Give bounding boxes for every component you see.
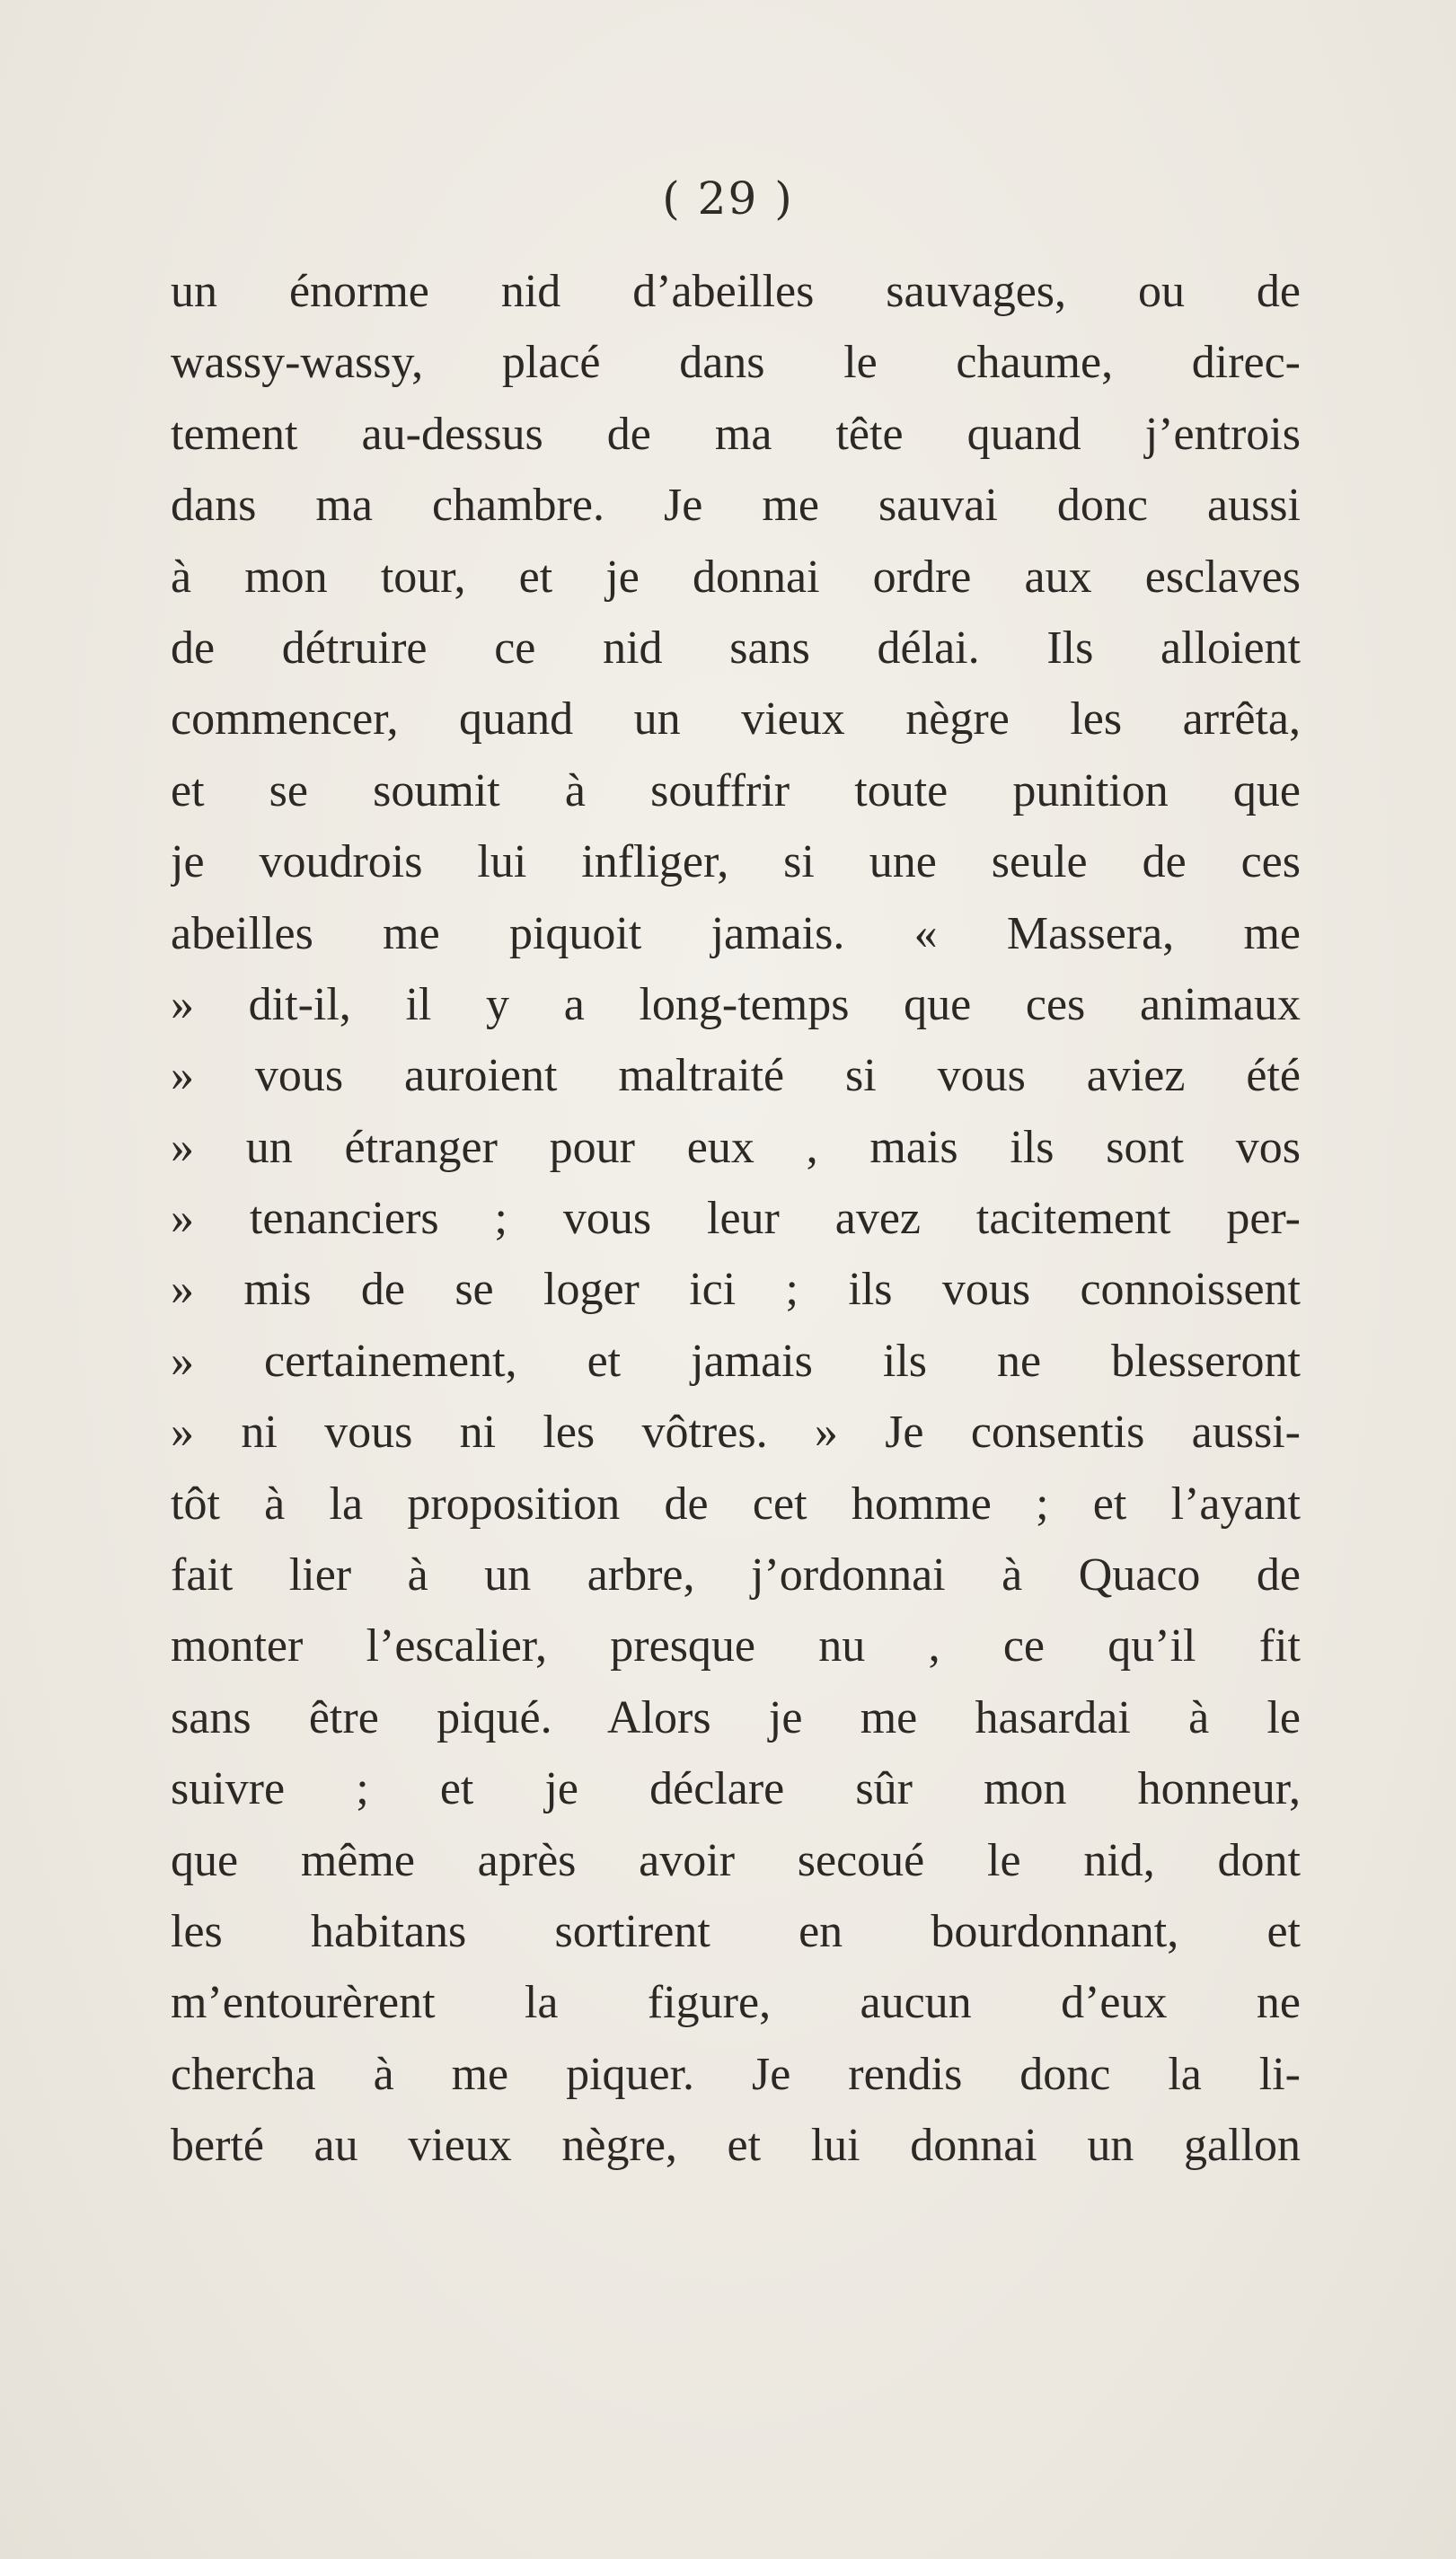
text-line: commencer, quand un vieux nègre les arrêta, xyxy=(171,693,1301,746)
text-line: suivre ; et je déclare sûr mon honneur, xyxy=(171,1763,1301,1815)
text-line: abeilles me piquoit jamais. « Massera, me xyxy=(171,907,1301,959)
text-line: sans être piqué. Alors je me hasardai à le xyxy=(171,1691,1301,1743)
text-line: un énorme nid d’abeilles sauvages, ou de xyxy=(171,266,1301,317)
text-line: berté au vieux nègre, et lui donnai un gallon xyxy=(171,2120,1301,2172)
text-line: wassy-wassy, placé dans le chaume, direc- xyxy=(171,337,1301,389)
text-line: » un étranger pour eux , mais ils sont vos xyxy=(171,1121,1301,1173)
body-text xyxy=(171,256,1301,2182)
text-line: de détruire ce nid sans délai. Ils alloient xyxy=(171,622,1301,674)
text-line: » certainement, et jamais ils ne blesseront xyxy=(171,1335,1301,1387)
text-line: » vous auroient maltraité si vous aviez été xyxy=(171,1050,1301,1102)
text-line: fait lier à un arbre, j’ordonnai à Quaco de xyxy=(171,1549,1301,1602)
text-line: » tenanciers ; vous leur avez tacitement per- xyxy=(171,1193,1301,1245)
text-line: et se soumit à souffrir toute punition que xyxy=(171,764,1301,816)
text-line: tement au-dessus de ma tête quand j’entrois xyxy=(171,408,1301,460)
text-line: que même après avoir secoué le nid, dont xyxy=(171,1834,1301,1886)
text-line: » dit-il, il y a long-temps que ces animaux xyxy=(171,978,1301,1030)
text-line: chercha à me piquer. Je rendis donc la li- xyxy=(171,2048,1301,2100)
text-line: » mis de se loger ici ; ils vous connoissent xyxy=(171,1264,1301,1316)
text-line: m’entourèrent la figure, aucun d’eux ne xyxy=(171,1977,1301,2029)
text-line: dans ma chambre. Je me sauvai donc aussi xyxy=(171,480,1301,532)
text-line: tôt à la proposition de cet homme ; et l’ayant xyxy=(171,1478,1301,1530)
text-line: monter l’escalier, presque nu , ce qu’il fit xyxy=(171,1620,1301,1672)
page-number: ( 29 ) xyxy=(662,172,794,225)
text-line: je voudrois lui infliger, si une seule de ces xyxy=(171,836,1301,888)
text-line: » ni vous ni les vôtres. » Je consentis aussi- xyxy=(171,1407,1301,1459)
text-line: à mon tour, et je donnai ordre aux esclaves xyxy=(171,551,1301,603)
text-line: les habitans sortirent en bourdonnant, et xyxy=(171,1905,1301,1957)
